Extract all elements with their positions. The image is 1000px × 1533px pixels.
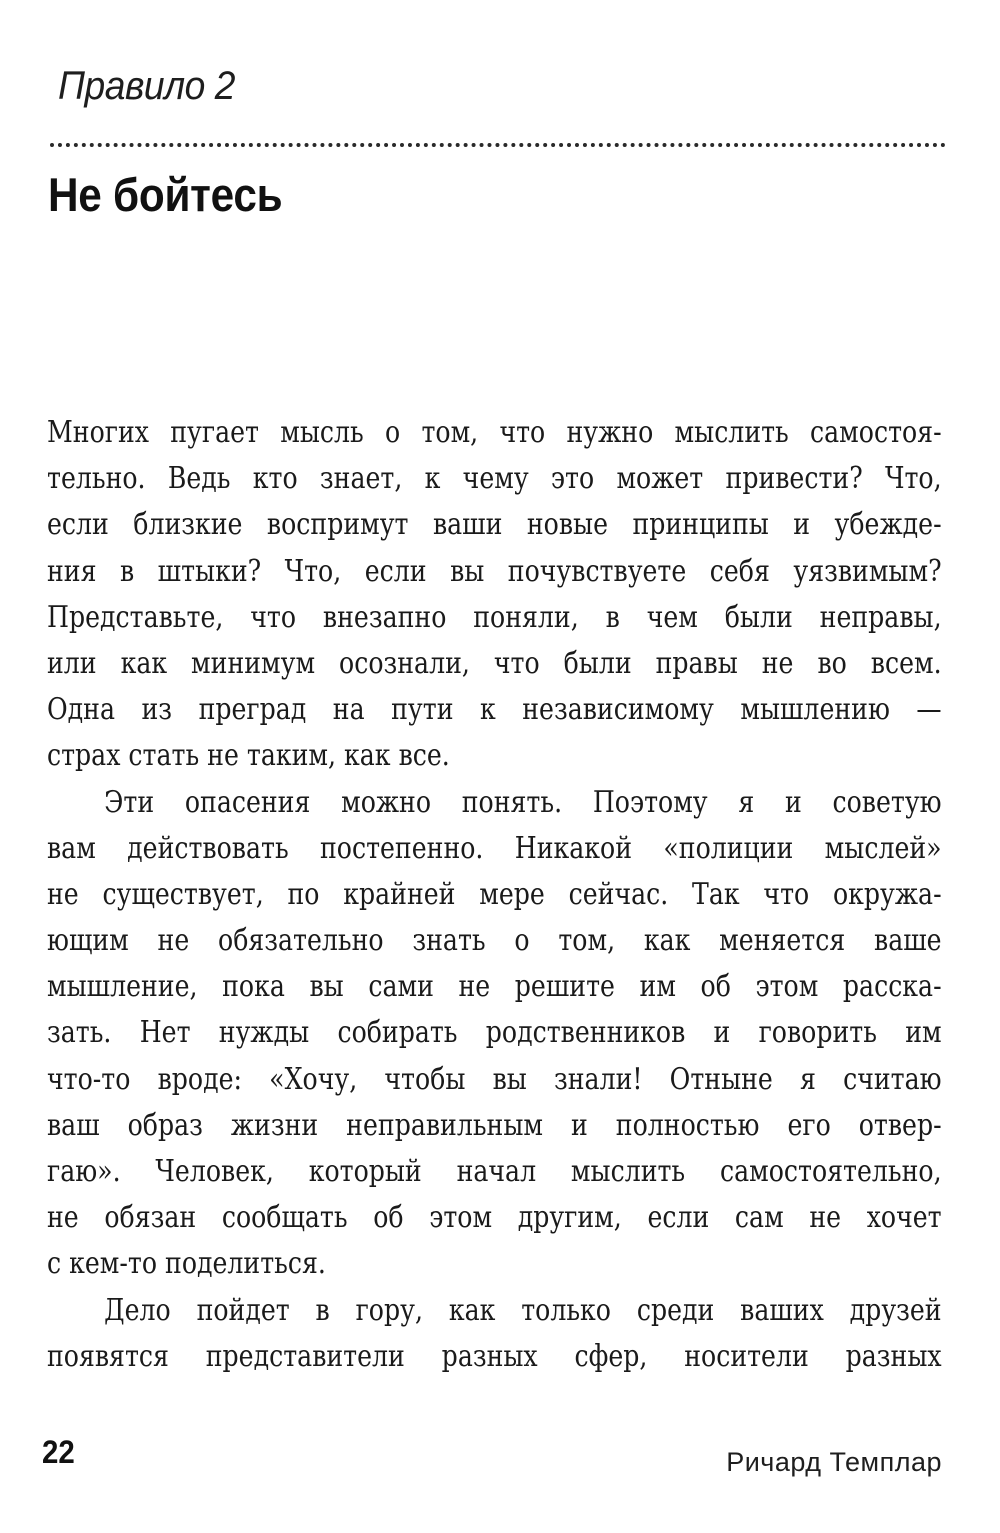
- text-line: ния в штыки? Что, если вы почувствуете себя уязвимым?: [47, 553, 942, 589]
- text-line: не обязан сообщать об этом другим, если сам не хочет: [47, 1200, 942, 1236]
- text-line: вам действовать постепенно. Никакой «полиции мыслей»: [47, 830, 942, 866]
- text-line: тельно. Ведь кто знает, к чему это может привести? Что,: [47, 461, 942, 497]
- text-line: мышление, пока вы сами не решите им об этом расска-: [47, 969, 942, 1005]
- text-line: Одна из преград на пути к независимому мышлению —: [47, 692, 942, 728]
- text-line: или как минимум осознали, что были правы не во всем.: [47, 645, 942, 681]
- text-line: гаю». Человек, который начал мыслить самостоятельно,: [47, 1154, 942, 1189]
- text-line: что-то вроде: «Хочу, чтобы вы знали! Отныне я считаю: [47, 1061, 942, 1097]
- dotted-divider: [50, 143, 946, 147]
- text-line: ющим не обязательно знать о том, как меняется ваше: [47, 923, 942, 959]
- author-name: Ричард Темплар: [726, 1447, 942, 1477]
- body-text: [47, 410, 942, 1380]
- page-number: 22: [42, 1434, 75, 1470]
- text-line: не существует, по крайней мере сейчас. Так что окружа-: [47, 876, 942, 912]
- text-line: ваш образ жизни неправильным и полностью его отвер-: [47, 1107, 942, 1143]
- text-line: Дело пойдет в гору, как только среди ваших друзей: [104, 1292, 942, 1328]
- text-line: Многих пугает мысль о том, что нужно мыслить самостоя-: [47, 415, 942, 450]
- text-line: с кем-то поделиться.: [47, 1246, 326, 1282]
- chapter-title: Не бойтесь: [48, 168, 283, 221]
- text-line: Представьте, что внезапно поняли, в чем были неправы,: [47, 599, 942, 635]
- text-line: если близкие воспримут ваши новые принципы и убежде-: [47, 507, 942, 543]
- text-line: страх стать не таким, как все.: [47, 738, 450, 774]
- text-line: зать. Нет нужды собирать родственников и говорить им: [47, 1015, 942, 1051]
- text-line: Эти опасения можно понять. Поэтому я и советую: [104, 784, 942, 820]
- rule-number-label: Правило 2: [58, 64, 235, 108]
- text-line: появятся представители разных сфер, носители разных: [47, 1338, 942, 1374]
